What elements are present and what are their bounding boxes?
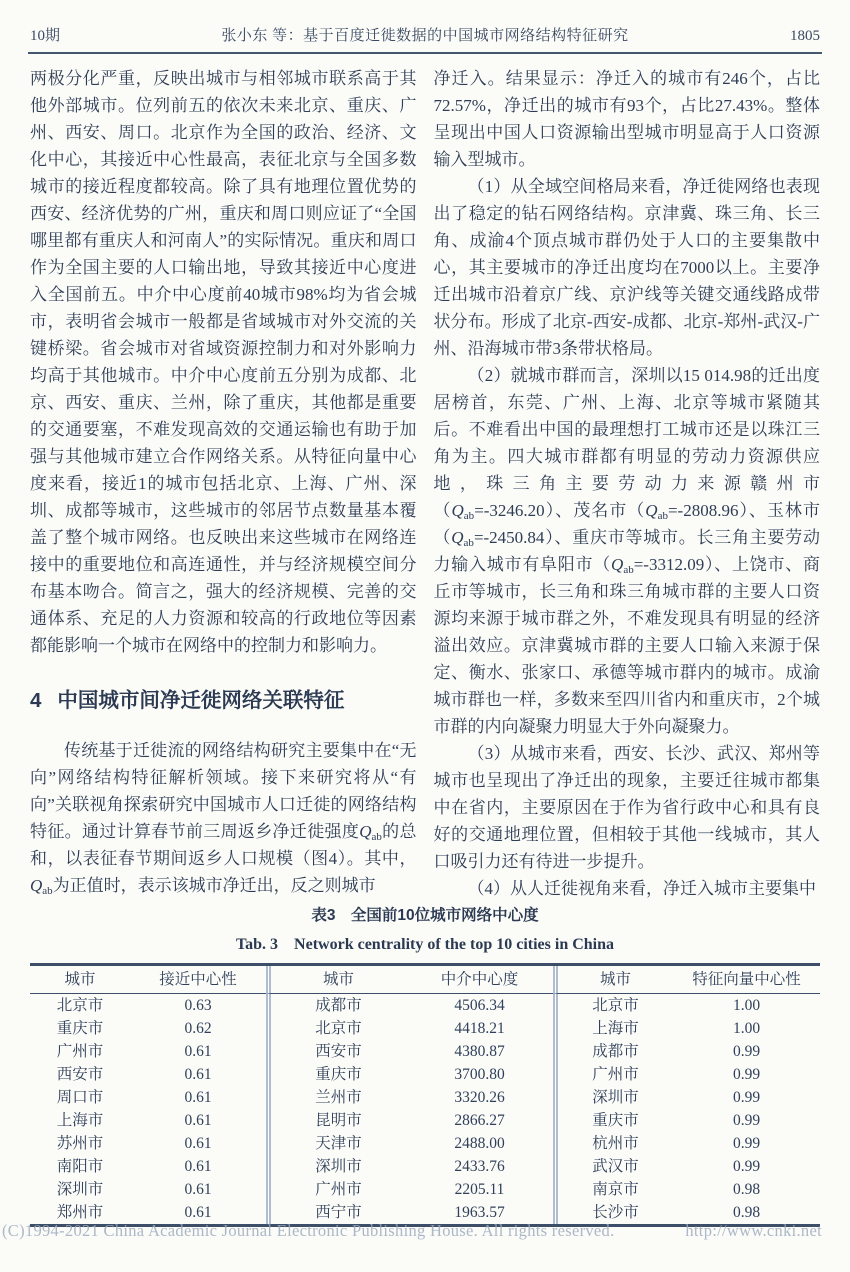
table-cell: 0.61 (184, 1180, 212, 1198)
table-cell: 北京市 (56, 996, 104, 1014)
paragraph: 净迁入。结果显示：净迁入的城市有246个，占比72.57%，净迁出的城市有93个，占比27.43%。整体呈现出中国人口资源输出型城市明显高于人口资源输入型城市。 (433, 69, 820, 169)
table-cell: 重庆市 (266, 1063, 406, 1086)
paragraph: 传统基于迁徙流的网络结构研究主要集中在“无向”网络结构特征解析领域。接下来研究将从“有向”关联视角探索研究中国城市人口迁徙的网络结构特征。通过计算春节前三周返乡净迁徙强度$Q_{ab}$的总和，以表征春节期间返乡人口规模（图4）。其中，$Q_{ab}$为正值时，表示该城市净迁出，反之则城市 (30, 741, 417, 897)
table-block (30, 903, 820, 1227)
table-row (30, 1063, 820, 1086)
table-cell: 3320.26 (454, 1088, 505, 1106)
table-cell: 成都市 (553, 1040, 673, 1063)
table-cell: 0.99 (732, 1042, 761, 1060)
table-cell: 昆明市 (266, 1109, 406, 1132)
table-cell: 重庆市 (56, 1019, 104, 1037)
table-cell: 0.61 (184, 1134, 212, 1152)
table-cell: 1963.57 (454, 1203, 505, 1221)
table-row (30, 1132, 820, 1155)
table-cell: 0.99 (732, 1111, 761, 1129)
table-cell: 1.00 (732, 996, 761, 1014)
table-cell: 4506.34 (454, 996, 505, 1014)
table-cell: 0.61 (184, 1203, 212, 1221)
table-cell: 0.61 (184, 1065, 212, 1083)
section-title: 中国城市间净迁徙网络关联特征 (57, 689, 345, 712)
table-cell: 深圳市 (553, 1086, 673, 1109)
watermark-copyright: (C)1994-2021 China Academic Journal Electronic Publishing House. All rights reserved. (2, 1221, 615, 1240)
table-cell: 0.61 (184, 1042, 212, 1060)
paragraph: （2）就城市群而言，深圳以15 014.98的迁出度居榜首，东莞、广州、上海、北京等城市紧随其后。不难看出中国的最理想打工城市还是以珠江三角为主。四大城市群都有明显的劳动力资源供应地，珠三角主要劳动力来源赣州市$(Q_{ab}=-3246.20)$、茂名市$(Q_{ab}=-2808.96)$、玉林市$(Q_{ab}=-2450.84)$、重庆市等城市。长三角主要劳动力输入城市有阜阳市$(Q_{ab}=-3312.09)$、上饶市、商丘市等城市，长三角和珠三角城市群的主要人口资源均来源于城市群之外，不难发现具有明显的经济溢出效应。京津冀城市群的主要人口输入来源于保定、衡水、张家口、承德等城市群内的城市。成渝城市群也一样，多数来至四川省内和重庆市，2个城市群的内向凝聚力明显大于外向凝聚力。 (433, 366, 821, 736)
table-cell: 0.61 (184, 1088, 212, 1106)
page-header (30, 24, 820, 45)
table-caption-en: Tab. 3 Network centrality of the top 10 cities in China (235, 936, 615, 953)
paragraph: （4）从人迁徙视角来看，净迁入城市主要集中 (467, 879, 816, 898)
table-header-cell: 中介中心度 (406, 966, 553, 994)
table-cell: 上海市 (56, 1111, 104, 1129)
paragraph: （3）从城市来看，西安、长沙、武汉、郑州等城市也呈现出了净迁出的现象，主要迁往城市都集中在省内，主要原因在于作为省行政中心和具有良好的交通地理位置，但相较于其他一线城市，其人口吸引力还有待进一步提升。 (433, 744, 820, 871)
table-row (30, 1040, 820, 1063)
table-row (30, 1086, 820, 1109)
table-cell: 0.62 (184, 1019, 212, 1037)
table-header-cell: 城市 (266, 966, 406, 994)
table-row (30, 1017, 820, 1040)
table-cell: 2205.11 (454, 1180, 505, 1198)
table-cell: 周口市 (56, 1088, 104, 1106)
table-cell: 0.99 (732, 1088, 761, 1106)
table-cell: 0.61 (184, 1157, 212, 1175)
table-row (30, 994, 820, 1017)
table-cell: 武汉市 (553, 1155, 673, 1178)
table-caption-zh: 表3 全国前10位城市网络中心度 (311, 907, 539, 924)
table-cell: 4380.87 (454, 1042, 505, 1060)
table-cell: 西安市 (56, 1065, 104, 1083)
table-cell: 深圳市 (266, 1155, 406, 1178)
table-cell: 北京市 (266, 1017, 406, 1040)
paragraph: （1）从全域空间格局来看，净迁徙网络也表现出了稳定的钻石网络结构。京津冀、珠三角、长三角、成渝4个顶点城市群仍处于人口的主要集散中心，其主要城市的净迁出度均在7000以上。主要净迁出城市沿着京广线、京沪线等关键交通线路成带状分布。形成了北京-西安-成都、北京-郑州-武汉-广州、沿海城市带3条带状格局。 (433, 177, 820, 358)
table-cell: 郑州市 (56, 1203, 104, 1221)
table-cell: 杭州市 (553, 1132, 673, 1155)
table-cell: 南阳市 (56, 1157, 104, 1175)
table-row (30, 1178, 820, 1201)
table-cell: 2488.00 (454, 1134, 505, 1152)
table-header-row (30, 966, 820, 994)
table-cell: 0.99 (732, 1134, 761, 1152)
table-cell: 0.63 (184, 996, 212, 1014)
table-cell: 西安市 (266, 1040, 406, 1063)
table-cell: 0.98 (732, 1180, 761, 1198)
table-cell: 0.61 (184, 1111, 212, 1129)
table-cell: 重庆市 (553, 1109, 673, 1132)
watermark-url: http://www.cnki.net (685, 1221, 822, 1240)
table-cell: 广州市 (56, 1042, 104, 1060)
centrality-table (30, 963, 820, 1227)
section-number: 4 (30, 689, 42, 712)
journal-issue: 10期 (30, 28, 61, 44)
header-divider (28, 52, 822, 54)
table-cell: 南京市 (553, 1178, 673, 1201)
table-cell: 天津市 (266, 1132, 406, 1155)
watermark (0, 1221, 850, 1241)
table-header-cell: 城市 (553, 966, 673, 994)
running-title: 张小东 等：基于百度迁徙数据的中国城市网络结构特征研究 (221, 28, 629, 44)
table-cell: 4418.21 (454, 1019, 505, 1037)
table-cell: 2433.76 (454, 1157, 505, 1175)
table-row (30, 1155, 820, 1178)
paragraph: 两极分化严重，反映出城市与相邻城市联系高于其他外部城市。位列前五的依次未来北京、重庆、广州、西安、周口。北京作为全国的政治、经济、文化中心，其接近中心性最高，表征北京与全国多数城市的接近程度都较高。除了具有地理位置优势的西安、经济优势的广州，重庆和周口则应证了“全国哪里都有重庆人和河南人”的实际情况。重庆和周口作为全国主要的人口输出地，导致其接近中心度进入全国前五。中介中心度前40城市98%均为省会城市，表明省会城市一般都是省域城市对外交流的关键桥梁。省会城市对省域资源控制力和对外影响力均高于其他城市。中介中心度前五分别为成都、北京、西安、重庆、兰州，除了重庆，其他都是重要的交通要塞，不难发现高效的交通运输也有助于加强与其他城市建立合作网络关系。从特征向量中心度来看，接近1的城市包括北京、上海、广州、深圳、成都等城市，这些城市的邻居节点数量基本覆盖了整个城市网络。也反映出来这些城市在网络连接中的重要地位和高连通性，并与经济规模空间分布基本吻合。简言之，强大的经济规模、完善的交通体系、充足的人力资源和较高的行政地位等因素都能影响一个城市在网络中的控制力和影响力。 (30, 69, 417, 655)
table-cell: 北京市 (553, 994, 673, 1017)
table-header-cell: 特征向量中心性 (673, 966, 820, 994)
table-cell: 1.00 (732, 1019, 761, 1037)
table-cell: 广州市 (553, 1063, 673, 1086)
table-cell: 3700.80 (454, 1065, 505, 1083)
table-cell: 长沙市 (553, 1201, 673, 1224)
right-column (433, 65, 821, 898)
table-cell: 2866.27 (454, 1111, 505, 1129)
table-cell: 成都市 (266, 994, 406, 1017)
table-cell: 苏州市 (56, 1134, 104, 1152)
body-columns (30, 65, 821, 898)
table-row (30, 1109, 820, 1132)
table-cell: 西宁市 (266, 1201, 406, 1224)
page-number: 1805 (790, 28, 820, 44)
table-header-cell: 城市 (30, 966, 130, 994)
section-heading (30, 686, 417, 716)
table-cell: 上海市 (553, 1017, 673, 1040)
table-cell: 广州市 (266, 1178, 406, 1201)
table-cell: 0.99 (732, 1065, 761, 1083)
table-cell: 深圳市 (56, 1180, 104, 1198)
table-cell: 兰州市 (266, 1086, 406, 1109)
table-cell: 0.99 (732, 1157, 761, 1175)
left-column (30, 65, 417, 897)
table-cell: 0.98 (732, 1203, 761, 1221)
table-header-cell: 接近中心性 (130, 966, 266, 994)
